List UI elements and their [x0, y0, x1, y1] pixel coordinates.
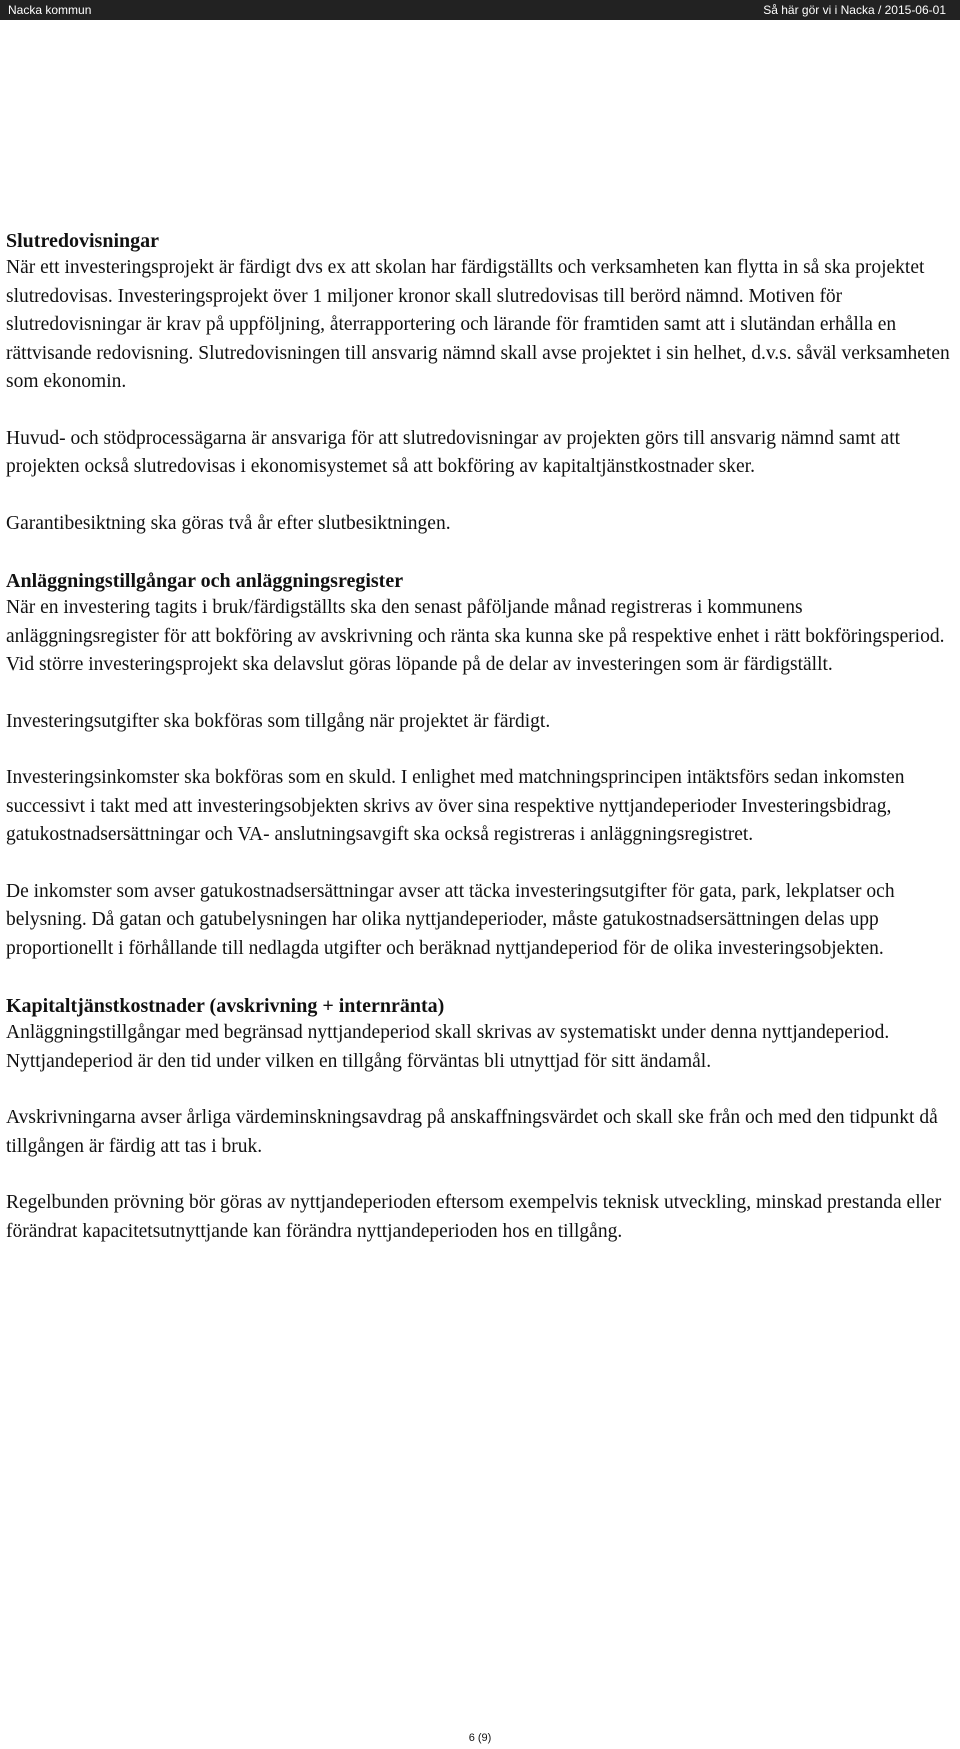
page-header — [0, 0, 960, 20]
document-body — [6, 228, 954, 1246]
paragraph: Avskrivningarna avser årliga värdeminskningsavdrag på anskaffningsvärdet och skall ske från och med den tidpunkt då tillgången är färdig att tas i bruk. — [6, 1107, 938, 1157]
page-number: 6 (9) — [468, 1732, 492, 1744]
section-heading-anlaggningstillgangar: Anläggningstillgångar och anläggningsregister — [6, 570, 404, 592]
paragraph: Huvud- och stödprocessägarna är ansvariga för att slutredovisningar av projekten görs till ansvarig nämnd samt att projekten också slutredovisas i ekonomisystemet så att bokföring av kapitaltjänstkostnader sker. — [6, 427, 901, 477]
section-heading-kapitaltjanstkostnader: Kapitaltjänstkostnader (avskrivning + internränta) — [6, 995, 445, 1017]
paragraph: Garantibesiktning ska göras två år efter slutbesiktningen. — [6, 512, 451, 534]
paragraph: De inkomster som avser gatukostnadsersättningar avser att täcka investeringsutgifter för gata, park, lekplatser och belysning. Då gatan och gatubelysningen har olika nyttjandeperioder, måste gatukostnadsersättningen delas upp proportionellt i förhållande till nedlagda utgifter och beräknad nyttjandeperiod för de olika investeringsobjekten. — [6, 880, 895, 959]
paragraph: När ett investeringsprojekt är färdigt dvs ex att skolan har färdigställts och verksamheten kan flytta in så ska projektet slutredovisas. Investeringsprojekt över 1 miljoner kronor skall slutredovisas till berörd nämnd. Motiven för slutredovisningar är krav på uppföljning, återrapportering och lärande för framtiden samt att i slutändan erhålla en rättvisande redovisning. Slutredovisningen till ansvarig nämnd skall avse projektet i sin helhet, d.v.s. såväl verksamheten som ekonomin. — [6, 257, 950, 392]
header-document-info: Så här gör vi i Nacka / 2015-06-01 — [763, 3, 946, 17]
section-heading-slutredovisningar: Slutredovisningar — [6, 230, 159, 252]
header-organization: Nacka kommun — [8, 3, 92, 17]
paragraph: Anläggningstillgångar med begränsad nyttjandeperiod skall skrivas av systematiskt under denna nyttjandeperiod. Nyttjandeperiod är den tid under vilken en tillgång förväntas bli utnyttjad för sitt ändamål. — [6, 1022, 890, 1072]
paragraph: Regelbunden prövning bör göras av nyttjandeperioden eftersom exempelvis teknisk utveckling, minskad prestanda eller förändrat kapacitetsutnyttjande kan förändra nyttjandeperioden hos en tillgång. — [6, 1192, 942, 1242]
paragraph: Investeringsinkomster ska bokföras som en skuld. I enlighet med matchningsprincipen intäktsförs sedan inkomsten successivt i takt med att investeringsobjekten skrivs av över sina respektive nyttjandeperioder Investeringsbidrag, gatukostnadsersättningar och VA- anslutningsavgift ska också registreras i anläggningsregistret. — [6, 767, 905, 845]
paragraph: När en investering tagits i bruk/färdigställts ska den senast påföljande månad registreras i kommunens anläggningsregister för att bokföring av avskrivning och ränta ska kunna ske på respektive enhet i rätt bokföringsperiod. Vid större investeringsprojekt ska delavslut göras löpande på de delar av investeringen som är färdigställt. — [6, 597, 945, 675]
paragraph: Investeringsutgifter ska bokföras som tillgång när projektet är färdigt. — [6, 710, 551, 732]
